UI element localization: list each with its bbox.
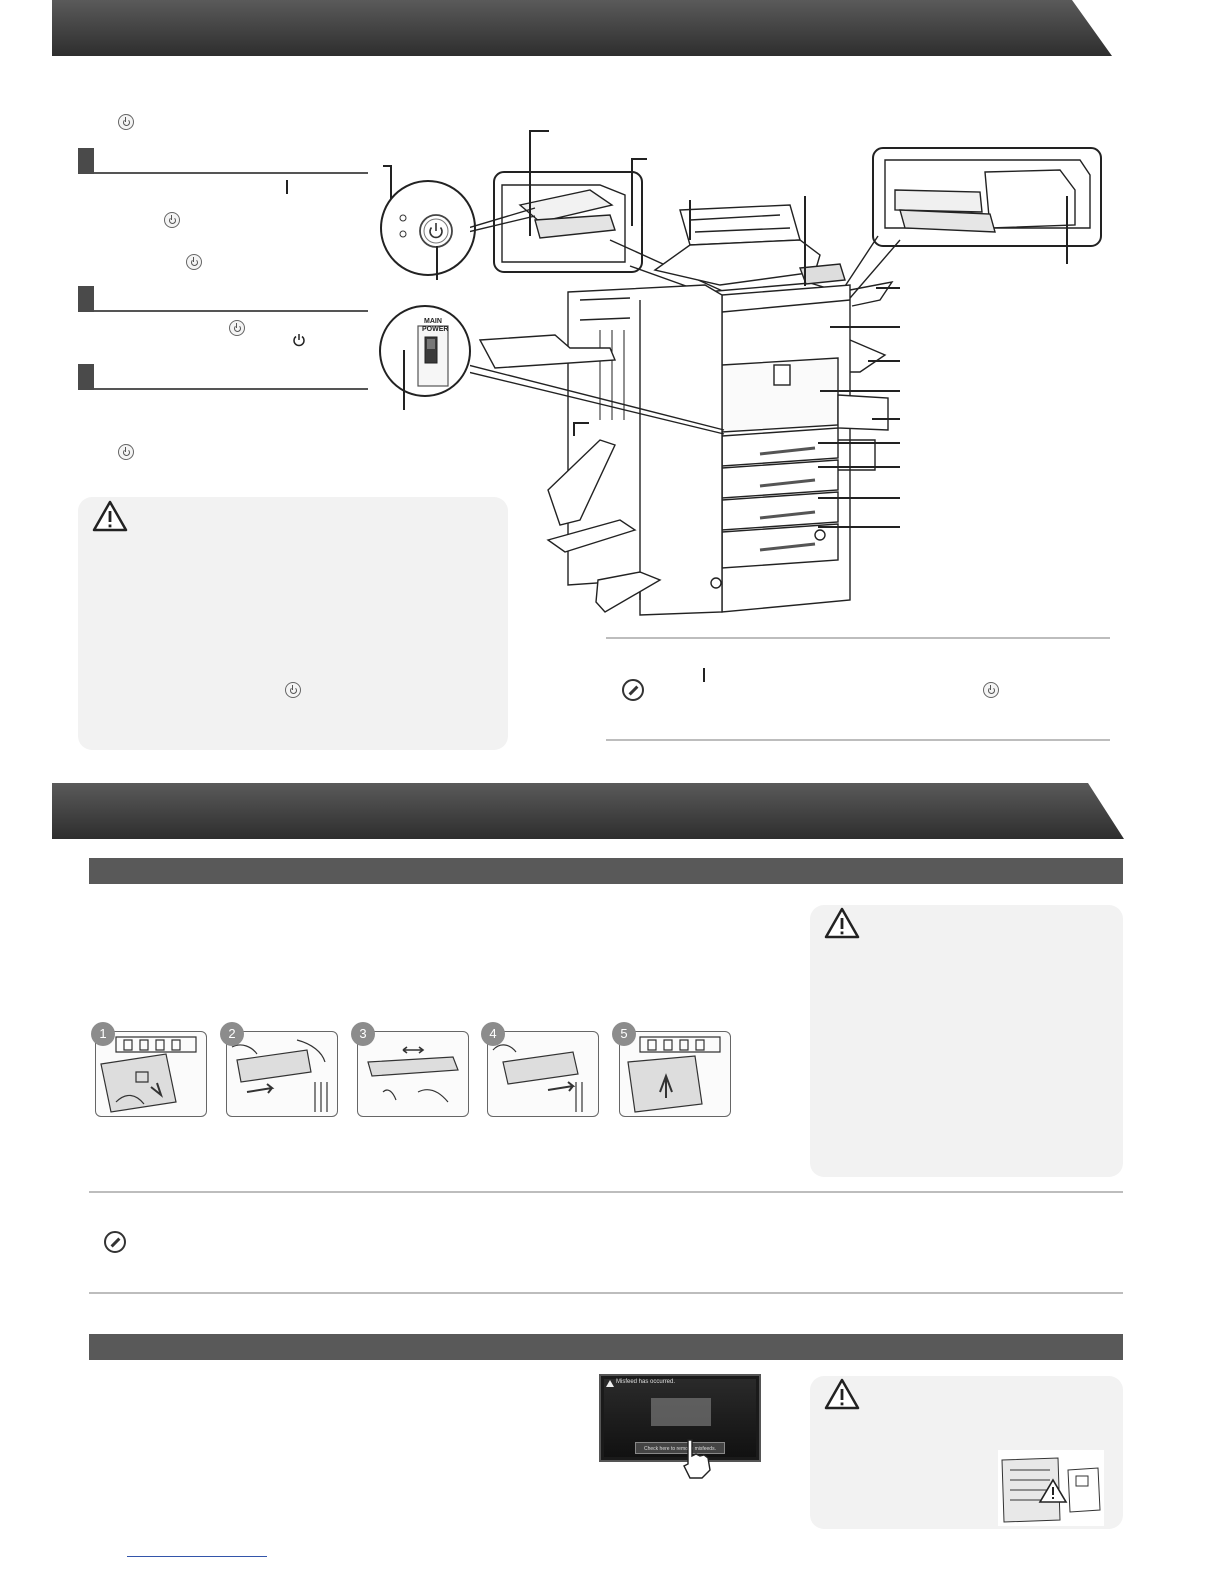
toner-step-image bbox=[226, 1031, 338, 1117]
machine-illustration bbox=[470, 125, 1110, 625]
power-icon bbox=[285, 682, 301, 698]
leader-line bbox=[573, 422, 589, 424]
step-bar-restart bbox=[78, 364, 368, 390]
power-button-zoom bbox=[378, 178, 478, 278]
leader-line bbox=[689, 200, 691, 240]
power-icon bbox=[118, 114, 134, 130]
power-icon bbox=[118, 444, 134, 460]
fuser-warning-image bbox=[998, 1450, 1104, 1526]
leader-line bbox=[818, 466, 900, 468]
power-icon bbox=[229, 320, 245, 336]
leader-line bbox=[631, 158, 647, 160]
leader-line bbox=[573, 422, 575, 436]
supplies-banner bbox=[52, 783, 1126, 839]
toner-step-image bbox=[619, 1031, 731, 1117]
hand-pointer-icon bbox=[680, 1438, 716, 1480]
note-bottom-rule bbox=[606, 739, 1110, 741]
note-top-rule bbox=[606, 637, 1110, 639]
step-bar-power-on bbox=[78, 148, 368, 174]
leader-line bbox=[436, 246, 438, 280]
main-power-label-1: MAIN bbox=[424, 318, 442, 325]
step-bar-power-off bbox=[78, 286, 368, 312]
footer-link-underline[interactable] bbox=[127, 1556, 267, 1557]
power-icon bbox=[164, 212, 180, 228]
main-power-label-2: POWER bbox=[422, 326, 449, 333]
power-icon bbox=[186, 254, 202, 270]
replace-toner-heading bbox=[89, 858, 1123, 884]
main-power-switch-zoom bbox=[378, 302, 472, 400]
misfeed-message: Misfeed has occurred. bbox=[616, 1379, 676, 1385]
leader-line bbox=[818, 526, 900, 528]
toner-step-image bbox=[357, 1031, 469, 1117]
toner-step-image bbox=[487, 1031, 599, 1117]
note-pencil-icon bbox=[622, 679, 644, 701]
leader-line bbox=[804, 196, 806, 286]
step-number: 3 bbox=[351, 1022, 375, 1046]
step-number: 4 bbox=[481, 1022, 505, 1046]
top-banner bbox=[52, 0, 1114, 56]
warning-triangle-icon bbox=[606, 1380, 614, 1387]
leader-line bbox=[868, 360, 900, 362]
leader-line bbox=[631, 158, 633, 226]
warning-triangle-icon bbox=[92, 500, 128, 532]
toner-step-image bbox=[95, 1031, 207, 1117]
warning-triangle-icon bbox=[824, 1378, 860, 1410]
caution-callout bbox=[78, 497, 508, 750]
note-pencil-icon bbox=[104, 1231, 126, 1253]
leader-line bbox=[383, 165, 392, 167]
leader-line bbox=[872, 418, 900, 420]
step-number: 1 bbox=[91, 1022, 115, 1046]
misfeed-heading bbox=[89, 1334, 1123, 1360]
main-power-on-mark bbox=[286, 180, 288, 194]
main-power-on-mark bbox=[703, 668, 705, 682]
standby-icon bbox=[292, 333, 306, 347]
leader-line bbox=[529, 130, 549, 132]
warning-triangle-icon bbox=[824, 907, 860, 939]
leader-line bbox=[403, 350, 405, 410]
power-icon bbox=[983, 682, 999, 698]
leader-line bbox=[818, 497, 900, 499]
leader-line bbox=[876, 287, 900, 289]
toner-note-top-rule bbox=[89, 1191, 1123, 1193]
machine-thumbnail bbox=[651, 1398, 711, 1426]
leader-line bbox=[1066, 196, 1068, 264]
leader-line bbox=[529, 130, 531, 236]
remove-misfeeds-button[interactable]: Check here to remove misfeeds. bbox=[635, 1442, 725, 1454]
toner-caution-callout bbox=[810, 905, 1123, 1177]
leader-line bbox=[830, 326, 900, 328]
step-number: 5 bbox=[612, 1022, 636, 1046]
step-number: 2 bbox=[220, 1022, 244, 1046]
leader-line bbox=[820, 390, 900, 392]
leader-line bbox=[818, 442, 900, 444]
toner-note-bottom-rule bbox=[89, 1292, 1123, 1294]
